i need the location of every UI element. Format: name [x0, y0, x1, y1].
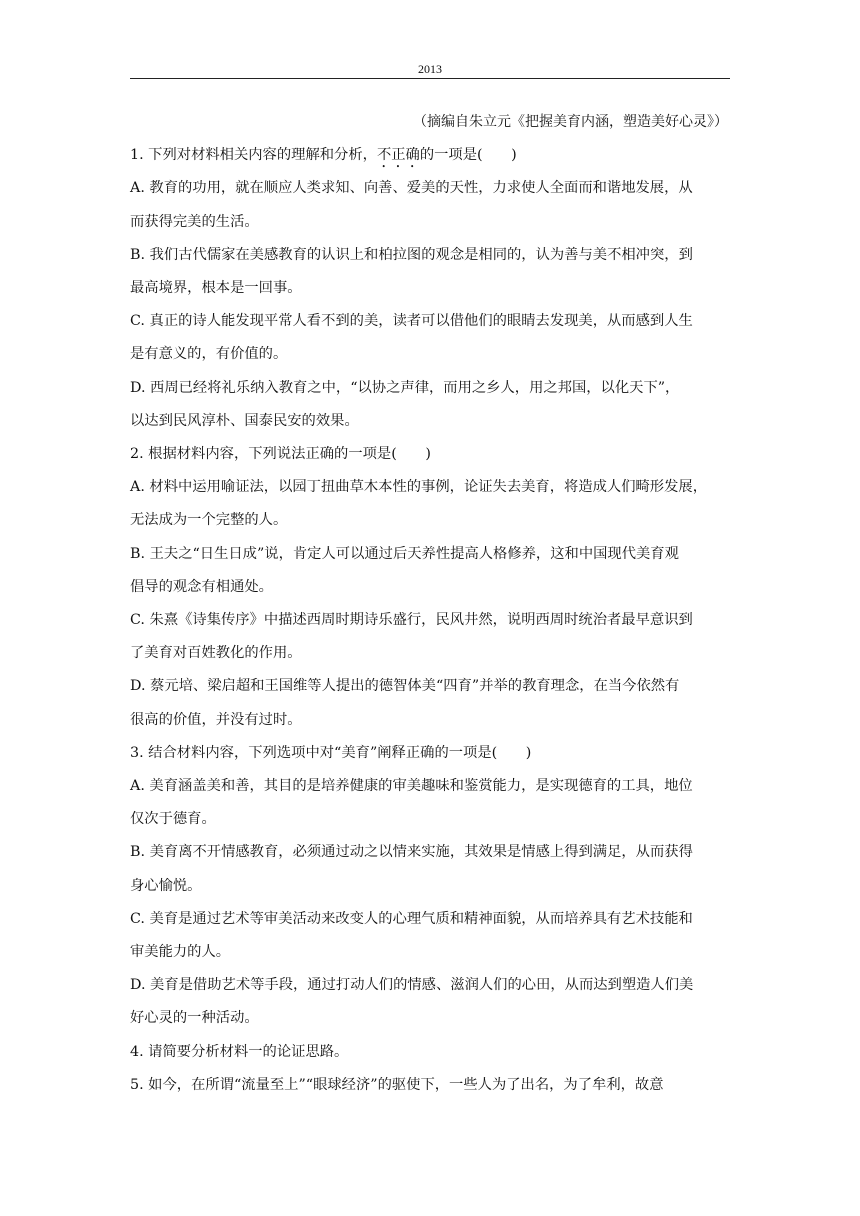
question-3-stem: 3. 结合材料内容，下列选项中对“美育”阐释正确的一项是( ) — [130, 744, 532, 761]
question-1-option-d-line2: 以达到民风淳朴、国泰民安的效果。 — [130, 412, 359, 429]
question-1-option-c-line1: C. 真正的诗人能发现平常人看不到的美，读者可以借他们的眼睛去发现美，从而感到人生 — [130, 313, 693, 330]
question-3-option-a-line2: 仅次于德育。 — [130, 811, 216, 828]
source-citation: （摘编自朱立元《把握美育内涵，塑造美好心灵》） — [413, 114, 728, 130]
question-1-stem-before: 1. 下列对材料相关内容的理解和分析， — [130, 147, 377, 164]
question-3-option-c-line1: C. 美育是通过艺术等审美活动来改变人的心理气质和精神面貌，从而培养具有艺术技能和 — [130, 910, 693, 927]
question-1-option-d-line1: D. 西周已经将礼乐纳入教育之中，“以协之声律，而用之乡人，用之邦国，以化天下”， — [130, 379, 680, 396]
question-2-option-b-line1: B. 王夫之“日生日成”说，肯定人可以通过后天养性提高人格修养，这和中国现代美育观 — [130, 545, 679, 562]
question-4-stem: 4. 请简要分析材料一的论证思路。 — [130, 1043, 349, 1060]
question-2-option-d-line1: D. 蔡元培、梁启超和王国维等人提出的德智体美“四育”并举的教育理念，在当今依然有 — [130, 678, 680, 695]
question-2 — [130, 438, 730, 737]
question-2-option-b-line2: 倡导的观念有相通处。 — [130, 578, 273, 595]
question-3-option-d-line1: D. 美育是借助艺术等手段，通过打动人们的情感、滋润人们的心田，从而达到塑造人们美 — [130, 977, 694, 994]
question-1-stem — [130, 139, 730, 172]
question-1-emphasis: 不正确 — [376, 147, 420, 164]
question-2-option-a-line1: A. 材料中运用喻证法，以园丁扭曲草木本性的事例，论证失去美育，将造成人们畸形发展， — [130, 479, 707, 496]
header-divider — [130, 78, 730, 79]
question-1-option-b-line2: 最高境界，根本是一回事。 — [130, 280, 302, 297]
question-2-option-d-line2: 很高的价值，并没有过时。 — [130, 711, 302, 728]
question-1-option-a-line1: A. 教育的功用，就在顺应人类求知、向善、爱美的天性，力求使人全面而和谐地发展，从 — [130, 180, 693, 197]
question-5-stem: 5. 如今，在所谓“流量至上”“眼球经济”的驱使下，一些人为了出名，为了牟利，故意 — [130, 1076, 664, 1093]
question-3-option-a-line1: A. 美育涵盖美和善，其目的是培养健康的审美趣味和鉴赏能力，是实现德育的工具，地位 — [130, 778, 693, 795]
page-header-year: 2013 — [418, 62, 442, 76]
question-2-option-c-line1: C. 朱熹《诗集传序》中描述西周时期诗乐盛行，民风井然，说明西周时统治者最早意识到 — [130, 612, 693, 629]
question-1-option-c-line2: 是有意义的，有价值的。 — [130, 346, 288, 363]
question-3 — [130, 737, 730, 1036]
question-3-option-c-line2: 审美能力的人。 — [130, 944, 231, 961]
question-1-option-a-line2: 而获得完美的生活。 — [130, 213, 259, 230]
question-3-option-d-line2: 好心灵的一种活动。 — [130, 1010, 259, 1027]
question-2-option-a-line2: 无法成为一个完整的人。 — [130, 512, 288, 529]
question-2-option-c-line2: 了美育对百姓教化的作用。 — [130, 645, 302, 662]
question-2-stem: 2. 根据材料内容，下列说法正确的一项是( ) — [130, 446, 431, 463]
document-body — [130, 106, 730, 1102]
question-1-stem-after: 的一项是( ) — [419, 147, 517, 164]
question-1 — [130, 139, 730, 438]
question-3-option-b-line2: 身心愉悦。 — [130, 877, 202, 894]
question-3-option-b-line1: B. 美育离不开情感教育，必须通过动之以情来实施，其效果是情感上得到满足，从而获得 — [130, 844, 693, 861]
question-1-option-b-line1: B. 我们古代儒家在美感教育的认识上和柏拉图的观念是相同的，认为善与美不相冲突，到 — [130, 246, 693, 263]
